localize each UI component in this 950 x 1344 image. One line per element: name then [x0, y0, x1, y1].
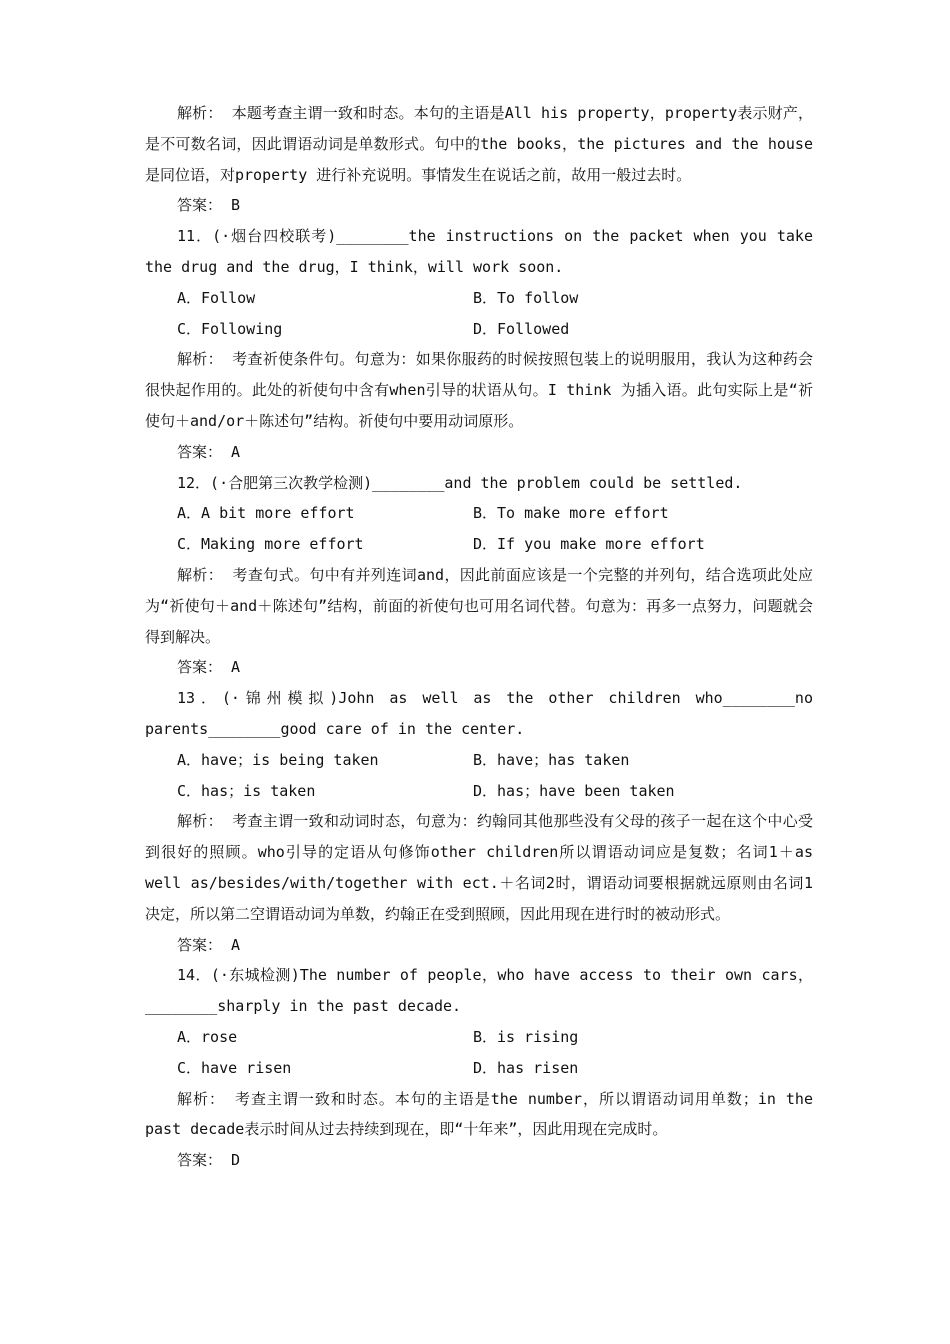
option-right: B．is rising: [473, 1027, 579, 1046]
options-row: [145, 1053, 813, 1084]
question-stem: 11．(·烟台四校联考)________the instructions on the packet when you take the drug and the drug，I think，will work soon.: [145, 227, 813, 276]
option-right: B．To follow: [473, 288, 579, 307]
explanation-paragraph: 解析： 考查主谓一致和动词时态，句意为：约翰同其他那些没有父母的孩子一起在这个中心受到很好的照顾。who引导的定语从句修饰other children所以谓语动词应是复数；名词1＋as well as/besides/with/together with ect.＋名词2时，谓语动词要根据就远原则由名词1决定，所以第二空谓语动词为单数，约翰正在受到照顾，因此用现在进行时的被动形式。: [145, 812, 813, 923]
option-left: A．have；is being taken: [177, 750, 379, 769]
question-stem: 12．(·合肥第三次教学检测)________and the problem could be settled.: [177, 473, 743, 492]
option-left: A．A bit more effort: [177, 504, 355, 523]
option-right: D．If you make more effort: [473, 535, 705, 554]
options-row: [145, 776, 813, 807]
answer-line: 答案： D: [177, 1151, 241, 1170]
options-row: [145, 745, 813, 776]
option-left: C．Following: [177, 319, 283, 338]
explanation-paragraph: 解析： 考查主谓一致和时态。本句的主语是the number，所以谓语动词用单数；in the past decade表示时间从过去持续到现在，即“十年来”，因此用现在完成时。: [145, 1089, 813, 1139]
options-row: [145, 529, 813, 560]
option-left: C．Making more effort: [177, 535, 364, 554]
document-body: [145, 98, 813, 1176]
explanation-paragraph: 解析： 考查祈使条件句。句意为：如果你服药的时候按照包装上的说明服用，我认为这种药会很快起作用的。此处的祈使句中含有when引导的状语从句。I think 为插入语。此句实际上是“祈使句＋and/or＋陈述句”结构。祈使句中要用动词原形。: [145, 350, 813, 430]
options-row: [145, 283, 813, 314]
option-left: C．have risen: [177, 1058, 292, 1077]
option-right: D．has risen: [473, 1058, 579, 1077]
option-right: D．has；have been taken: [473, 781, 675, 800]
option-right: D．Followed: [473, 319, 570, 338]
question-stem: 14．(·东城检测)The number of people，who have access to their own cars，________sharply in the past decade.: [145, 966, 813, 1016]
answer-line: 答案： A: [177, 442, 241, 461]
option-right: B．have；has taken: [473, 750, 630, 769]
option-left: A．Follow: [177, 288, 256, 307]
explanation-paragraph: 解析： 考查句式。句中有并列连词and，因此前面应该是一个完整的并列句，结合选项此处应为“祈使句＋and＋陈述句”结构，前面的祈使句也可用名词代替。句意为：再多一点努力，问题就会得到解决。: [145, 565, 813, 646]
answer-line: 答案： A: [177, 658, 241, 677]
answer-line: 答案： A: [177, 935, 241, 954]
option-left: A．rose: [177, 1027, 238, 1046]
option-right: B．To make more effort: [473, 504, 669, 523]
options-row: [145, 314, 813, 345]
options-row: [145, 1022, 813, 1053]
question-stem: 13．(·锦州模拟)John as well as the other children who________no parents________good care of in the center.: [145, 689, 813, 738]
answer-line: 答案： B: [177, 196, 241, 215]
options-row: [145, 498, 813, 529]
explanation-paragraph: 解析： 本题考查主谓一致和时态。本句的主语是All his property，property表示财产，是不可数名词，因此谓语动词是单数形式。句中的the books，the pictures and the house 是同位语，对property 进行补充说明。事情发生在说话之前，故用一般过去时。: [145, 104, 813, 184]
option-left: C．has；is taken: [177, 781, 316, 800]
